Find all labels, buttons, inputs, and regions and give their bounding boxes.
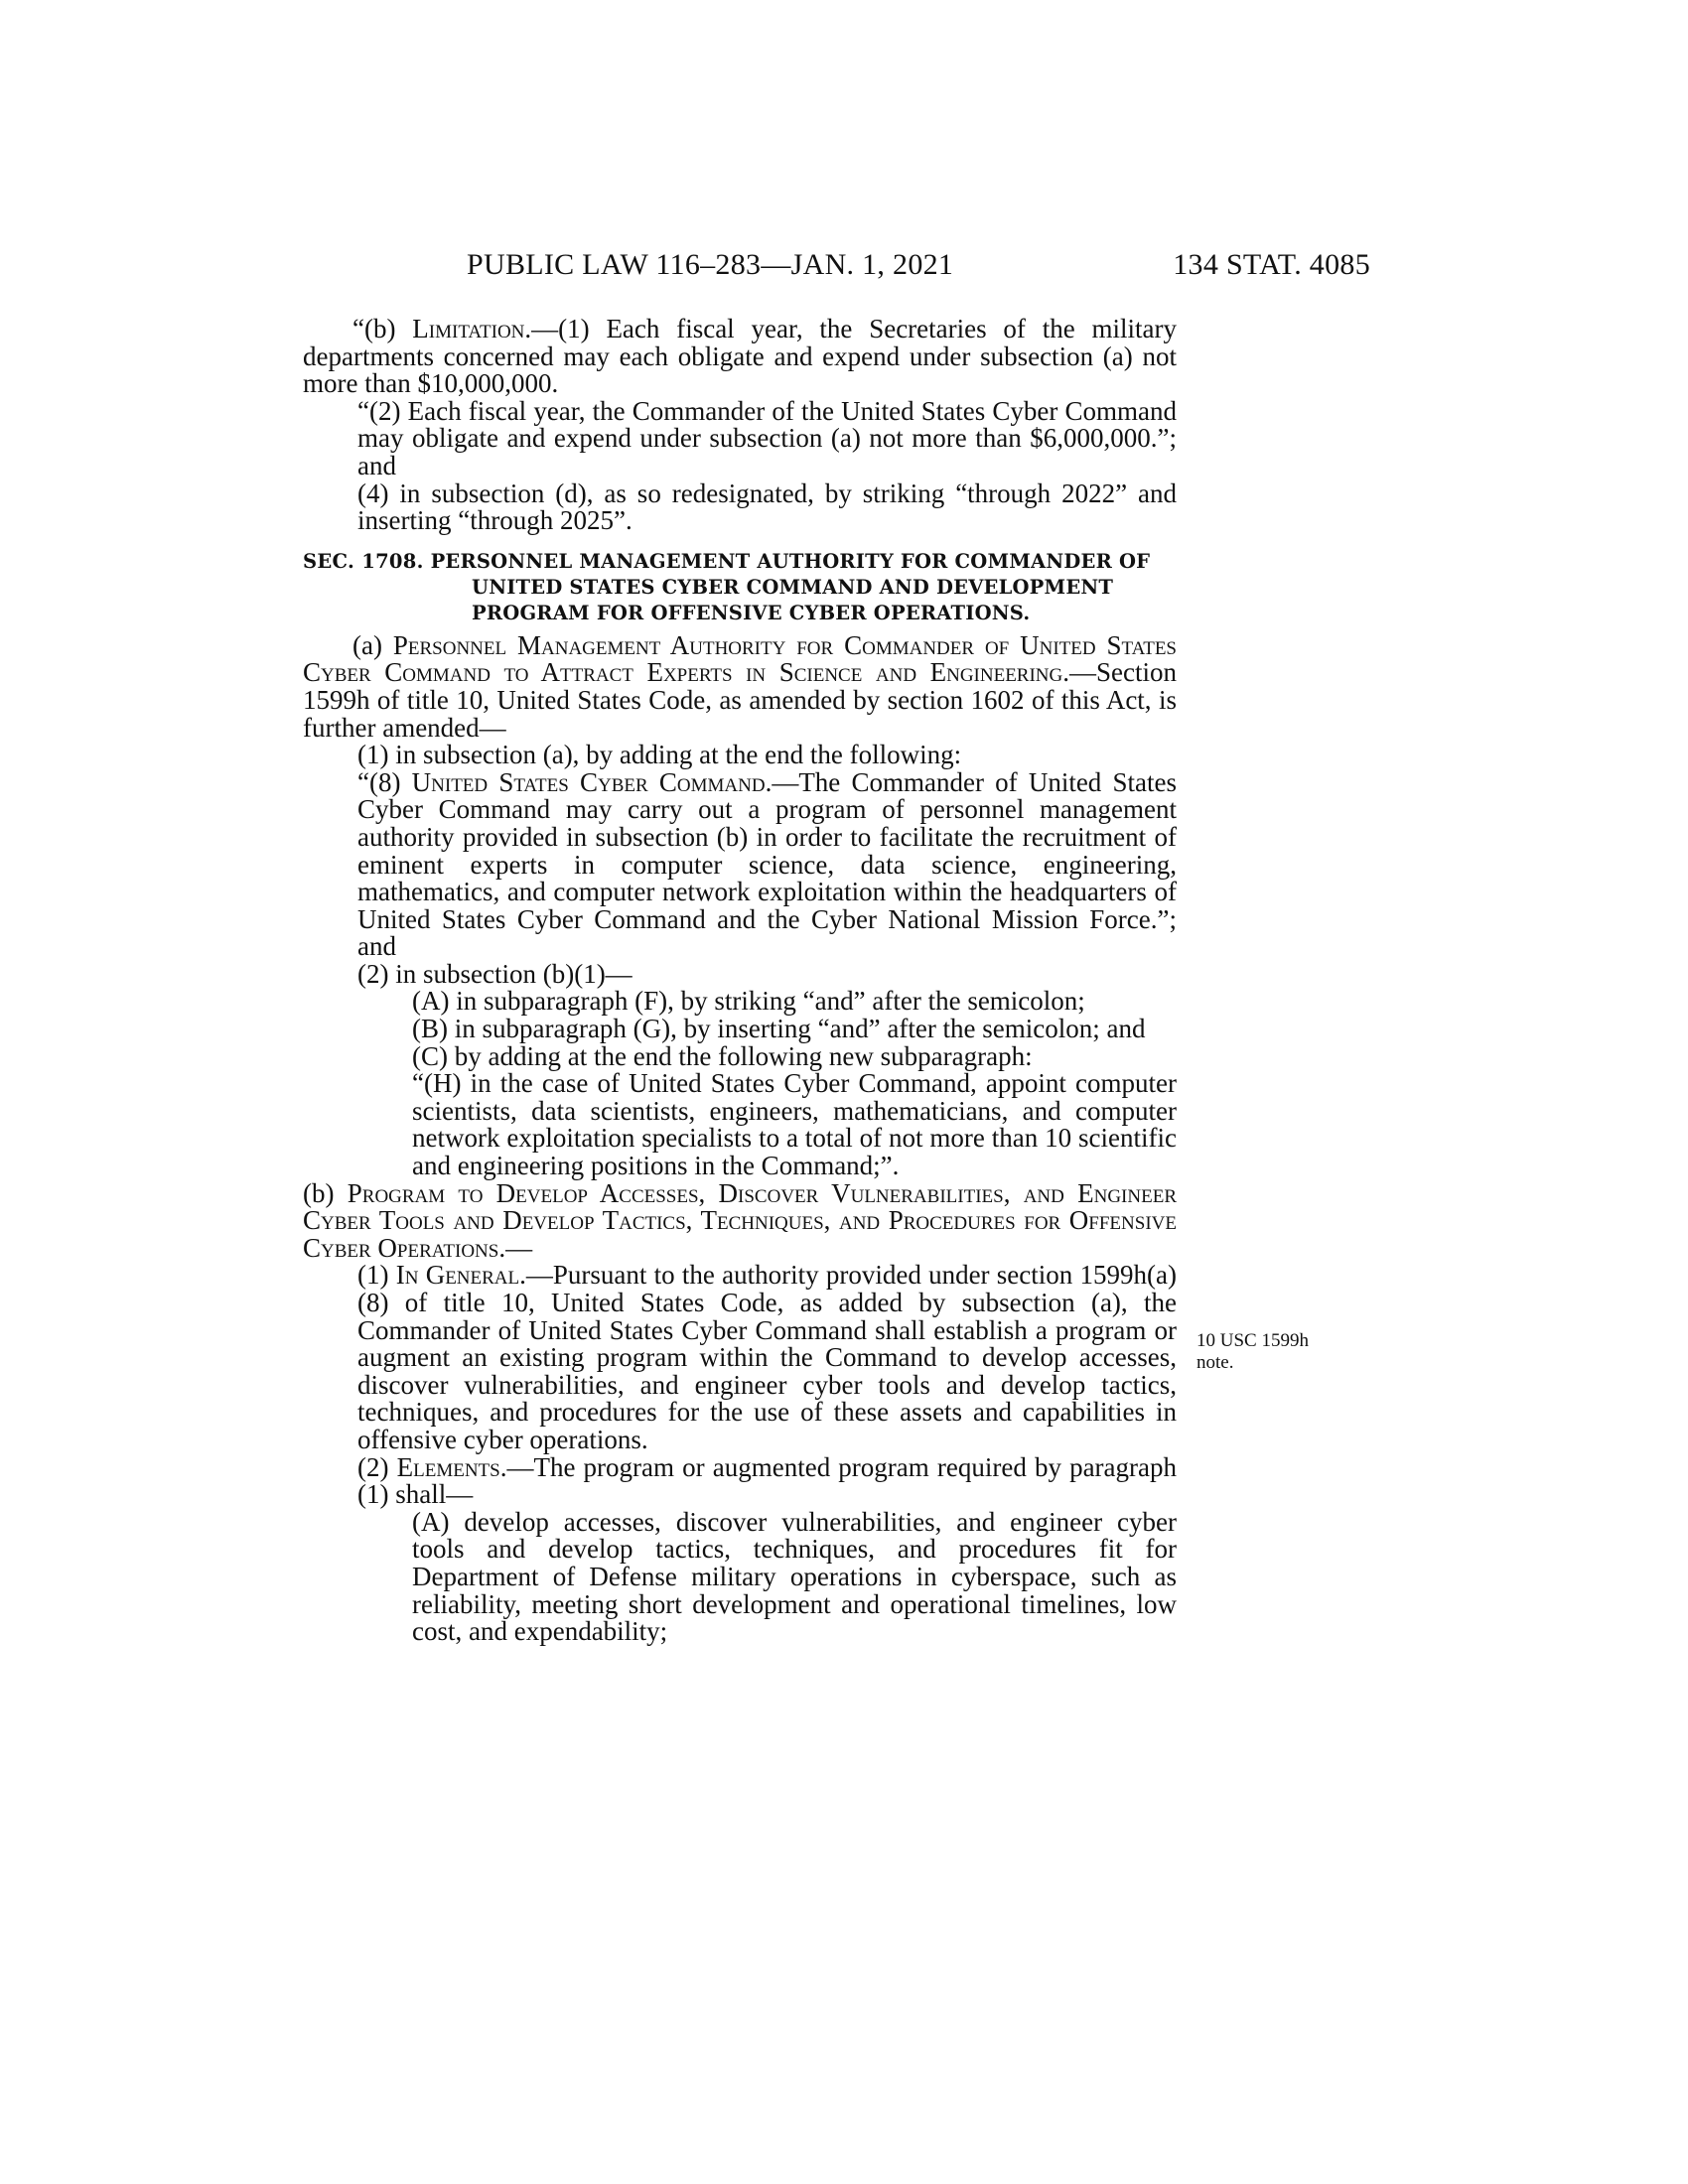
- paragraph-b-program: (b) Program to Develop Accesses, Discover Vulnerabilities, and Engineer Cyber Tools and Develop Tactics, Techniques, and Procedures for Offensive Cyber Operations.—: [303, 1177, 1177, 1263]
- heading-elements: Elements: [396, 1451, 500, 1482]
- paragraph-a2: (2) in subsection (b)(1)—: [357, 958, 633, 989]
- paragraph-a2-C: (C) by adding at the end the following new subparagraph:: [412, 1040, 1033, 1071]
- margin-note-label: note.: [1196, 1352, 1234, 1373]
- section-title: PERSONNEL MANAGEMENT AUTHORITY FOR COMMANDER OF UNITED STATES CYBER COMMAND AND DEVELOPMENT PROGRAM FOR OFFENSIVE CYBER OPERATIONS.: [430, 549, 1151, 624]
- paragraph-a8: “(8) United States Cyber Command.—The Commander of United States Cyber Command may carry out a program of personnel management authority provided in subsection (b) in order to facilitate the recruitment of eminent experts in computer science, data science, engineering, mathematics, and computer network exploitation within the headquarters of United States Cyber Command and the Cyber National Mission Force.”; and: [357, 766, 1177, 962]
- paragraph-a2-H: “(H) in the case of United States Cyber Command, appoint computer scientists, data scientists, engineers, mathematicians, and computer network exploitation specialists to a total of not more than 10 scientific and engineering positions in the Command;”.: [412, 1068, 1177, 1181]
- paragraph-a2-A: (A) in subparagraph (F), by striking “and” after the semicolon;: [412, 986, 1085, 1017]
- paragraph-b-limitation: “(b) Limitation.—(1) Each fiscal year, the Secretaries of the military departments concerned may each obligate and expend under subsection (a) not more than $10,000,000.: [303, 314, 1177, 399]
- document-body: [303, 316, 1177, 1646]
- paragraph-a2-B: (B) in subparagraph (G), by inserting “and” after the semicolon; and: [412, 1014, 1146, 1044]
- section-heading: [303, 549, 1177, 626]
- paragraph-b2-A: (A) develop accesses, discover vulnerabilities, and engineer cyber tools and develop tactics, techniques, and procedures fit for Department of Defense military operations in cyberspace, such as reliability, meeting short development and operational timelines, low cost, and expendability;: [412, 1506, 1177, 1647]
- public-law-citation: PUBLIC LAW 116–283—JAN. 1, 2021: [467, 248, 954, 281]
- heading-limitation: Limitation: [412, 314, 525, 343]
- paragraph-b2: “(2) Each fiscal year, the Commander of the United States Cyber Command may obligate and expend under subsection (a) not more than $6,000,000.”; and: [357, 395, 1177, 480]
- statutes-page-number: 134 STAT. 4085: [1173, 248, 1370, 281]
- heading-in-general: In General: [395, 1260, 520, 1291]
- heading-program: Program to Develop Accesses, Discover Vulnerabilities, and Engineer Cyber Tools and Develop Tactics, Techniques, and Procedures for Offensive Cyber Operations: [303, 1177, 1177, 1263]
- paragraph-a: (a) Personnel Management Authority for Commander of United States Cyber Command to Attract Experts in Science and Engineering.—Section 1599h of title 10, United States Code, as amended by section 1602 of this Act, is further amended—: [303, 629, 1178, 743]
- paragraph-a1: (1) in subsection (a), by adding at the end the following:: [357, 740, 962, 770]
- paragraph-b1: (1) In General.—Pursuant to the authority provided under section 1599h(a)(8) of title 10, United States Code, as added by subsection (a), the Commander of United States Cyber Command shall establish a program or augment an existing program within the Command to develop accesses, discover vulnerabilities, and engineer cyber tools and develop tactics, techniques, and procedures for the use of these assets and capabilities in offensive cyber operations.: [357, 1260, 1177, 1454]
- paragraph-item-4: (4) in subsection (d), as so redesignated, by striking “through 2022” and inserting “through 2025”.: [357, 478, 1177, 536]
- running-header: [467, 248, 1370, 288]
- heading-personnel-management: Personnel Management Authority for Commander of United States Cyber Command to Attract Experts in Science and Engineering: [303, 629, 1178, 688]
- paragraph-b2-elements: (2) Elements.—The program or augmented program required by paragraph (1) shall—: [357, 1451, 1178, 1510]
- margin-note-citation: 10 USC 1599h: [1196, 1330, 1309, 1351]
- heading-cyber-command: United States Cyber Command: [411, 766, 766, 797]
- section-number: SEC. 1708.: [303, 549, 424, 573]
- margin-note: [1196, 1330, 1355, 1374]
